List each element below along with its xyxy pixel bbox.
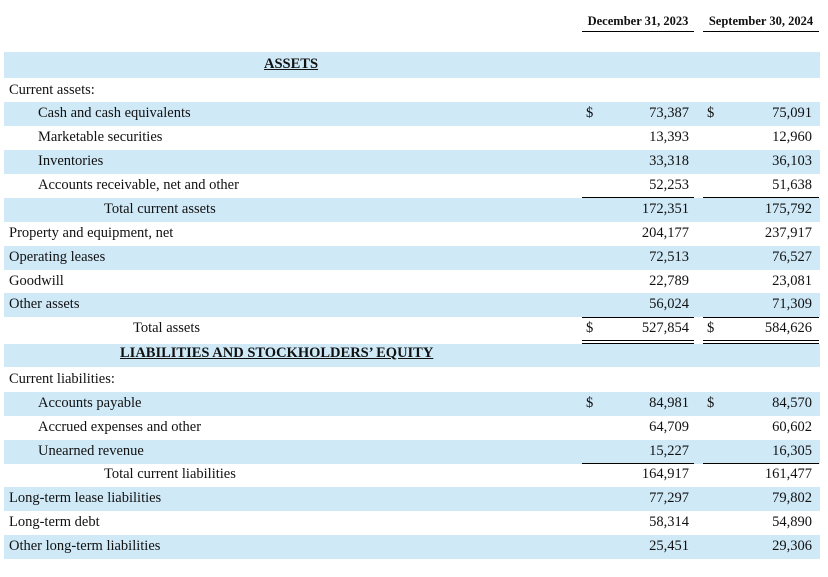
value-2023: 64,709 xyxy=(649,419,689,435)
table-row xyxy=(4,174,820,198)
value-2023: 172,351 xyxy=(641,201,689,217)
value-2023: 527,854 xyxy=(641,320,689,336)
row-label: Inventories xyxy=(38,153,104,169)
value-2024: 237,917 xyxy=(764,225,812,241)
dollar-sign: $ xyxy=(707,105,715,121)
dollar-sign: $ xyxy=(707,395,715,411)
table-row xyxy=(4,511,820,535)
assets-section-header xyxy=(4,52,820,78)
dollar-sign: $ xyxy=(707,320,715,336)
table-row xyxy=(4,293,820,317)
row-label: Cash and cash equivalents xyxy=(38,105,191,121)
value-2023: 77,297 xyxy=(649,490,689,506)
dollar-sign: $ xyxy=(586,105,594,121)
value-2024: 584,626 xyxy=(764,320,812,336)
value-2023: 58,314 xyxy=(649,514,689,530)
value-2024: 75,091 xyxy=(772,105,812,121)
value-2024: 12,960 xyxy=(772,129,812,145)
table-row xyxy=(4,535,820,559)
table-row xyxy=(4,222,820,246)
current-assets-label: Current assets: xyxy=(9,82,95,98)
current-liabilities-label: Current liabilities: xyxy=(9,371,115,387)
row-label: Accounts payable xyxy=(38,395,142,411)
liabilities-section-header xyxy=(4,344,820,367)
row-label: Long-term debt xyxy=(9,514,100,530)
value-2024: 16,305 xyxy=(772,443,812,459)
value-2024: 76,527 xyxy=(772,249,812,265)
liabilities-title: LIABILITIES AND STOCKHOLDERS’ EQUITY xyxy=(120,345,434,361)
value-2023: 33,318 xyxy=(649,153,689,169)
row-label: Other long-term liabilities xyxy=(9,538,161,554)
table-row xyxy=(4,368,820,392)
row-label: Operating leases xyxy=(9,249,106,265)
row-label: Accrued expenses and other xyxy=(38,419,202,435)
table-row xyxy=(4,317,820,341)
column-header-sep-2024: September 30, 2024 xyxy=(703,14,819,32)
row-label: Accounts receivable, net and other xyxy=(38,177,239,193)
table-row xyxy=(4,79,820,103)
dollar-sign: $ xyxy=(586,395,594,411)
table-row xyxy=(4,126,820,150)
value-2023: 13,393 xyxy=(649,129,689,145)
value-2023: 164,917 xyxy=(641,466,689,482)
value-2024: 29,306 xyxy=(772,538,812,554)
value-2023: 72,513 xyxy=(649,249,689,265)
assets-title: ASSETS xyxy=(264,56,319,72)
row-label: Property and equipment, net xyxy=(9,225,174,241)
column-header xyxy=(0,0,828,40)
value-2023: 204,177 xyxy=(641,225,689,241)
value-2023: 25,451 xyxy=(649,538,689,554)
table-row xyxy=(4,463,820,487)
table-row xyxy=(4,392,820,416)
value-2024: 71,309 xyxy=(772,296,812,312)
table-row xyxy=(4,440,820,464)
value-2024: 84,570 xyxy=(772,395,812,411)
value-2023: 22,789 xyxy=(649,273,689,289)
value-2023: 84,981 xyxy=(649,395,689,411)
value-2024: 23,081 xyxy=(772,273,812,289)
value-2023: 73,387 xyxy=(649,105,689,121)
value-2024: 51,638 xyxy=(772,177,812,193)
row-label: Total assets xyxy=(133,320,201,336)
table-row xyxy=(4,102,820,126)
table-row xyxy=(4,198,820,222)
value-2024: 79,802 xyxy=(772,490,812,506)
table-row xyxy=(4,270,820,294)
row-label: Goodwill xyxy=(9,273,64,289)
row-label: Other assets xyxy=(9,296,80,312)
value-2024: 60,602 xyxy=(772,419,812,435)
value-2024: 161,477 xyxy=(764,466,812,482)
column-header-dec-2023: December 31, 2023 xyxy=(582,14,694,32)
row-label: Long-term lease liabilities xyxy=(9,490,162,506)
value-2023: 15,227 xyxy=(649,443,689,459)
table-row xyxy=(4,416,820,440)
dollar-sign: $ xyxy=(586,320,594,336)
value-2023: 52,253 xyxy=(649,177,689,193)
row-label: Total current liabilities xyxy=(104,466,236,482)
row-label: Total current assets xyxy=(104,201,216,217)
value-2024: 36,103 xyxy=(772,153,812,169)
value-2024: 54,890 xyxy=(772,514,812,530)
row-label: Marketable securities xyxy=(38,129,163,145)
value-2023: 56,024 xyxy=(649,296,689,312)
row-label: Unearned revenue xyxy=(38,443,144,459)
value-2024: 175,792 xyxy=(764,201,812,217)
table-row xyxy=(4,246,820,270)
table-row xyxy=(4,150,820,174)
table-row xyxy=(4,487,820,511)
